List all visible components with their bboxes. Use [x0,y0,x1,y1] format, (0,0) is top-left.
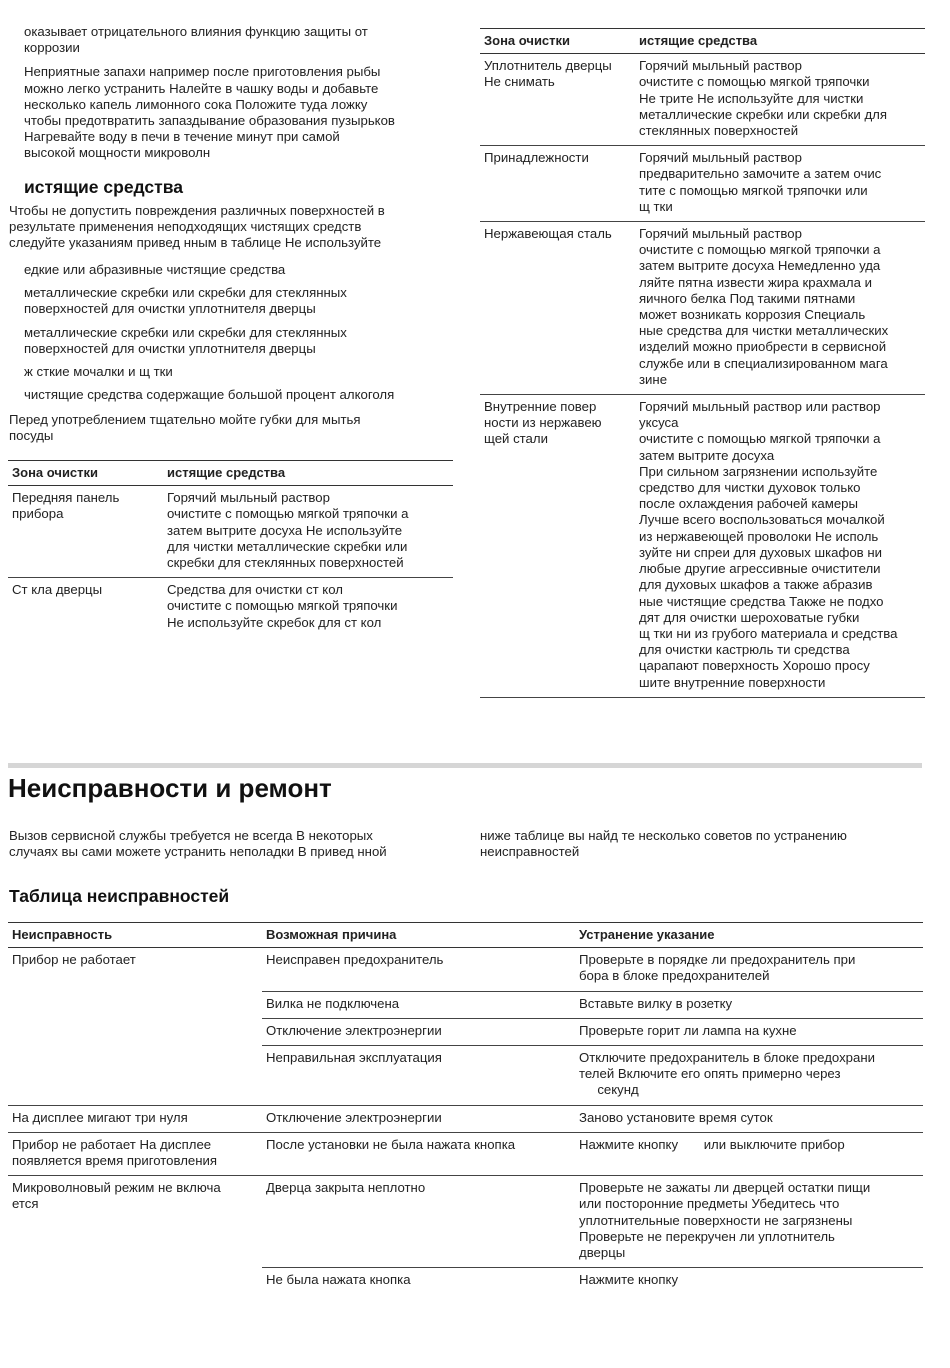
zone-cell: Принадлежности [480,146,635,222]
cause-cell: Дверца закрыта неплотно [262,1176,575,1268]
right-cleaning-table [480,28,925,698]
table-row [480,54,925,146]
table-row [8,486,453,578]
table-row [8,1176,923,1268]
column-header-agents: истящие средства [163,461,453,486]
table-row [8,1105,923,1132]
cleaning-agents-heading: истящие средства [24,177,183,197]
table-row [480,395,925,698]
table-row [8,1132,923,1175]
list-item: металлические скребки или скребки для стеклянных поверхностей для очистки уплотнителя дверцы [24,285,347,317]
zone-cell: Передняя панель прибора [8,486,163,578]
zone-cell: Уплотнитель дверцы Не снимать [480,54,635,146]
fault-cell [8,1018,262,1045]
agent-cell: Горячий мыльный раствор предварительно замочите а затем очис тите с помощью мягкой тряпочки или щ тки [635,146,925,222]
zone-cell: Ст кла дверцы [12,582,103,598]
section-divider [8,763,922,768]
table-row [480,146,925,222]
remedy-cell: Нажмите кнопку или выключите прибор [575,1132,923,1175]
list-item: едкие или абразивные чистящие средства [24,262,286,277]
fault-cell [8,991,262,1018]
table-row [480,222,925,395]
cause-cell: Неправильная эксплуатация [262,1046,575,1106]
remedy-cell: Проверьте горит ли лампа на кухне [575,1018,923,1045]
remedy-cell: Отключите предохранитель в блоке предохрани телей Включите его опять примерно через секунд [575,1046,923,1106]
table-row [8,991,923,1018]
agent-cell: Горячий мыльный раствор очистите с помощью мягкой тряпочки а затем вытрите досуха Немедленно уда ляйте пятна извести жира крахмала и яичного белка Под такими пятнами может возникать коррозия Специаль ные средства для чистки металлических изделий можно приобрести в сервисной службе или в специализированном мага зине [635,222,925,395]
faults-table-title: Таблица неисправностей [9,886,230,906]
column-header-agents: истящие средства [635,29,925,54]
cause-cell: Неисправен предохранитель [262,948,575,991]
list-item: ж сткие мочалки и щ тки [24,364,173,380]
faults-title: Неисправности и ремонт [8,773,332,803]
column-header-zone: Зона очистки [480,29,635,54]
left-cleaning-table [8,460,453,637]
paragraph-odors: Неприятные запахи например после приготовления рыбы можно легко устранить Налейте в чашку воды и добавьте несколько капель лимонного сока Положите туда ложку чтобы предотвратить запаздывание образования пузырьков Нагревайте воду в печи в течение минут при самой высокой мощности микроволн [24,64,395,161]
list-item: металлические скребки или скребки для стеклянных поверхностей для очистки уплотнителя дверцы [24,324,347,356]
fault-cell: На дисплее мигают три нуля [8,1105,262,1132]
remedy-cell: Нажмите кнопку [579,1272,679,1288]
cause-cell: Отключение электроэнергии [262,1105,575,1132]
column-header-zone: Зона очистки [8,461,163,486]
table-row [8,1268,923,1295]
fault-cell: Прибор не работает На дисплее появляется время приготовления [8,1132,262,1175]
left-column [24,24,454,170]
zone-cell: Нержавеющая сталь [480,222,635,395]
table-row [8,948,923,991]
fault-cell: Микроволновый режим не включа ется [12,1180,221,1212]
cause-cell: Отключение электроэнергии [262,1018,575,1045]
remedy-cell: Проверьте в порядке ли предохранитель при бора в блоке предохранителей [575,948,923,991]
fault-cell [8,1046,262,1106]
column-header-cause: Возможная причина [262,923,575,948]
paragraph-intro: Чтобы не допустить повреждения различных поверхностей в результате применения неподходящих чистящих средств следуйте указаниям привед нным в таблице Не используйте [9,203,385,251]
cause-cell: Вилка не подключена [262,991,575,1018]
remedy-cell: Проверьте не зажаты ли дверцей остатки пищи или посторонние предметы Убедитесь что уплотнительные поверхности не загрязнены Проверьте не перекручен ли уплотнитель дверцы [575,1176,923,1268]
bullet-list [24,262,454,410]
remedy-cell: Вставьте вилку в розетку [575,991,923,1018]
paragraph-corrosion: оказывает отрицательного влияния функцию защиты от коррозии [24,24,368,56]
cause-cell: После установки не была нажата кнопка [262,1132,575,1175]
table-row [8,1018,923,1045]
table-row [8,578,453,637]
remedy-cell: Заново установите время суток [575,1105,923,1132]
agent-cell: Горячий мыльный раствор очистите с помощью мягкой тряпочки Не трите Не используйте для чистки металлические скребки или скребки для стеклянных поверхностей [635,54,925,146]
agent-cell: Средства для очистки ст кол очистите с помощью мягкой тряпочки Не используйте скребок для ст кол [167,582,398,630]
agent-cell: Горячий мыльный раствор или раствор уксуса очистите с помощью мягкой тряпочки а затем вытрите досуха При сильном загрязнении используйте средство для чистки духовок только после охлаждения рабочей камеры Лучше всего воспользоваться мочалкой из нержавеющей проволоки Не исполь зуйте ни спреи для духовых шкафов ни любые другие агрессивные очистители для духовых шкафов а также абразив ные чистящие средства Также не подхо дят для очистки шероховатые губки щ тки ни из грубого материала и средства для очистки кастрюль ти средства царапают поверхность Хорошо просу шите внутренние поверхности [635,395,925,698]
cause-cell: Не была нажата кнопка [266,1272,411,1288]
faults-intro-right: ниже таблице вы найд те несколько советов по устранению неисправностей [480,828,847,860]
paragraph-sponges: Перед употреблением тщательно мойте губки для мытья посуды [9,412,361,444]
table-row [8,1046,923,1106]
faults-table [8,922,923,1294]
list-item: чистящие средства содержащие большой процент алкоголя [24,387,395,403]
agent-cell: Горячий мыльный раствор очистите с помощью мягкой тряпочки а затем вытрите досуха Не используйте для чистки металлические скребки или скребки для стеклянных поверхностей [163,486,453,578]
zone-cell: Внутренние повер ности из нержавею щей стали [480,395,635,698]
fault-cell [8,1268,262,1295]
column-header-fault: Неисправность [8,923,262,948]
column-header-remedy: Устранение указание [575,923,923,948]
faults-intro-left: Вызов сервисной службы требуется не всегда В некоторых случаях вы сами можете устранить неполадки В привед нной [9,828,387,860]
fault-cell: Прибор не работает [12,952,136,968]
